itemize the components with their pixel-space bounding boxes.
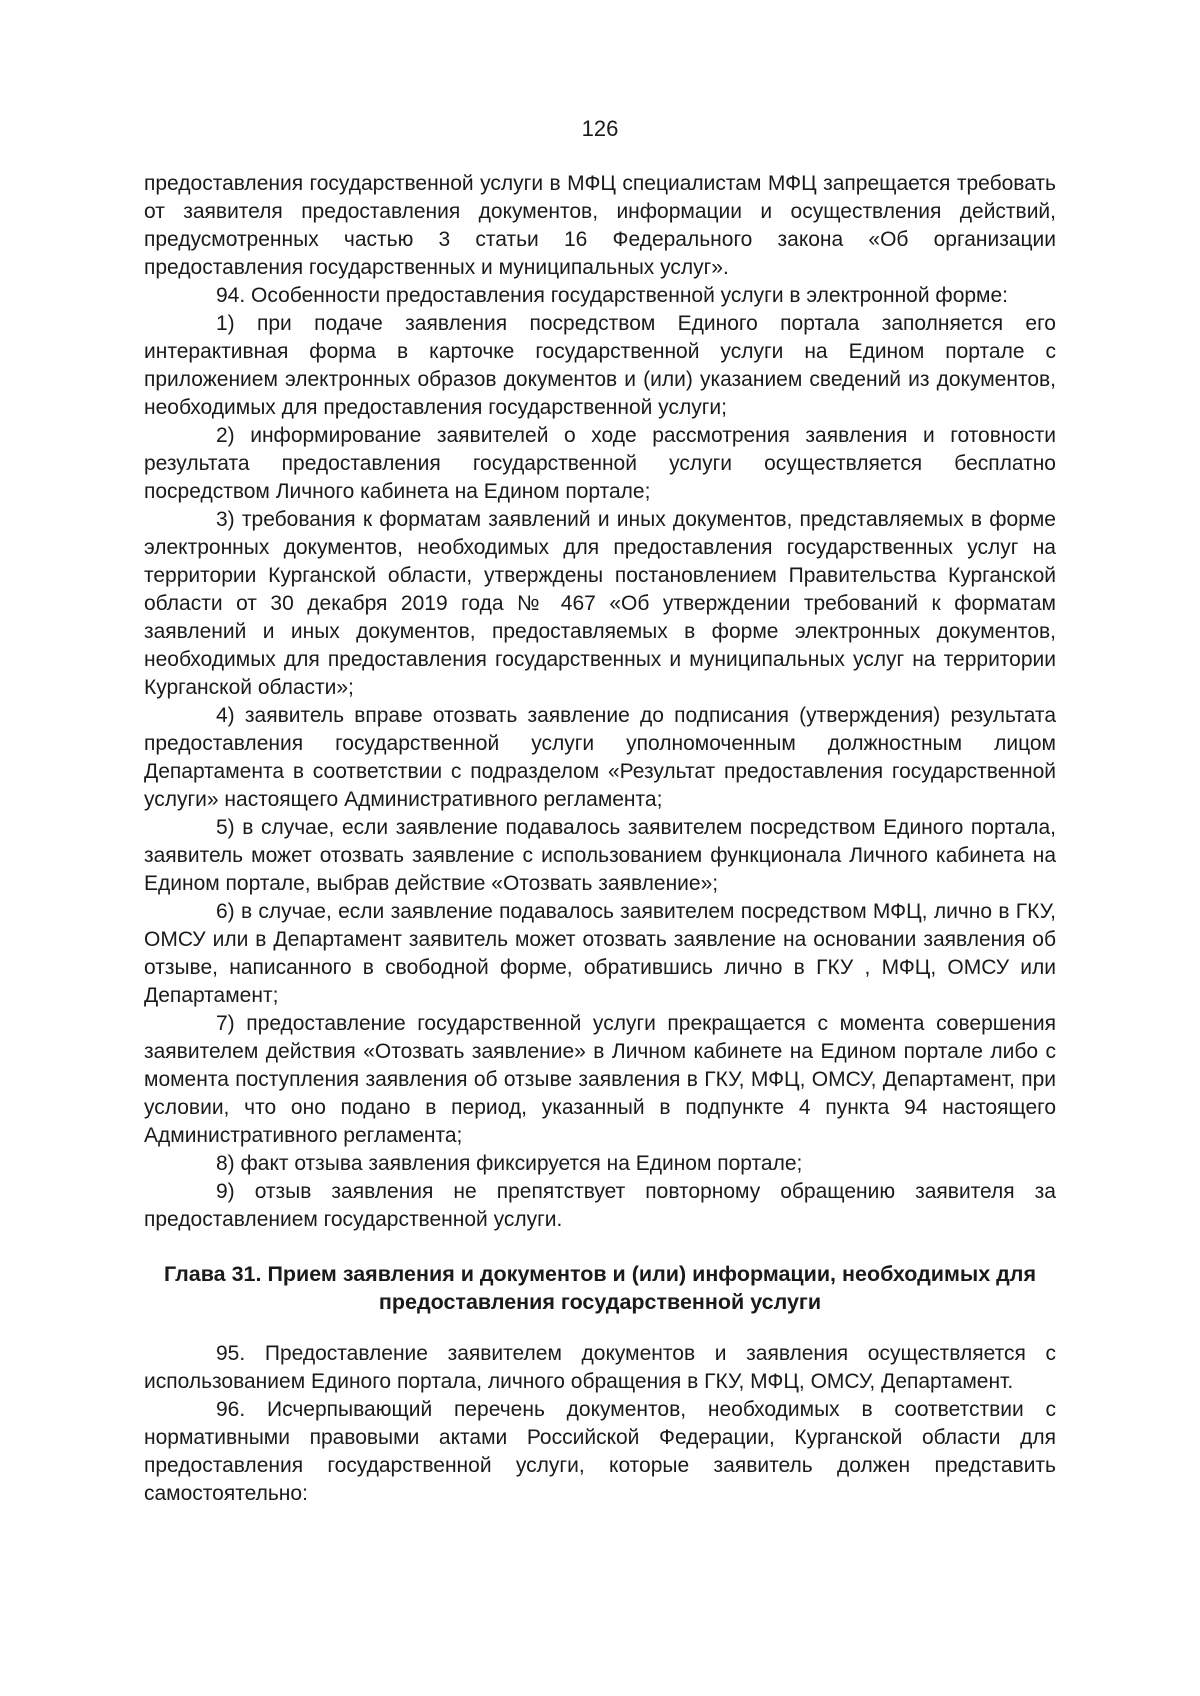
paragraph: 95. Предоставление заявителем документов и заявления осуществляется с использованием Единого портала, личного обращения в ГКУ, МФЦ, ОМСУ, Департамент. [144, 1342, 1056, 1393]
list-item: 5) в случае, если заявление подавалось заявителем посредством Единого портала, заявитель может отозвать заявление с использованием функционала Личного кабинета на Едином портале, выбрав действие «Отозвать заявление»; [144, 816, 1056, 895]
list-item: 3) требования к форматам заявлений и иных документов, представляемых в форме электронных документов, необходимых для предоставления государственных услуг на территории Курганской области, утверждены постановлением Правительства Курганской области от 30 декабря 2019 года № 467 «Об утверждении требований к форматам заявлений и иных документов, предоставляемых в форме электронных документов, необходимых для предоставления государственных и муниципальных услуг на территории Курганской области»; [144, 508, 1056, 699]
page-number: 126 [581, 116, 619, 141]
list-item: 9) отзыв заявления не препятствует повторному обращению заявителя за предоставлением государственной услуги. [144, 1180, 1056, 1231]
paragraph: 96. Исчерпывающий перечень документов, необходимых в соответствии с нормативными правовыми актами Российской Федерации, Курганской области для предоставления государственной услуги, которые заявитель должен представить самостоятельно: [144, 1398, 1056, 1505]
list-item: 7) предоставление государственной услуги прекращается с момента совершения заявителем действия «Отозвать заявление» в Личном кабинете на Едином портале либо с момента поступления заявления об отзыве заявления в ГКУ, МФЦ, ОМСУ, Департамент, при условии, что оно подано в период, указанный в подпункте 4 пункта 94 настоящего Административного регламента; [144, 1012, 1056, 1147]
paragraph: предоставления государственной услуги в МФЦ специалистам МФЦ запрещается требовать от заявителя предоставления документов, информации и осуществления действий, предусмотренных частью 3 статьи 16 Федерального закона «Об организации предоставления государственных и муниципальных услуг». [144, 172, 1056, 279]
list-item: 4) заявитель вправе отозвать заявление до подписания (утверждения) результата предоставления государственной услуги уполномоченным должностным лицом Департамента в соответствии с подразделом «Результат предоставления государственной услуги» настоящего Административного регламента; [144, 704, 1056, 811]
chapter-heading: Глава 31. Прием заявления и документов и (или) информации, необходимых для предоставления государственной услуги [164, 1262, 1036, 1314]
document-body [144, 170, 1056, 1508]
list-item: 6) в случае, если заявление подавалось заявителем посредством МФЦ, лично в ГКУ, ОМСУ или в Департамент заявитель может отозвать заявление на основании заявления об отзыве, написанного в свободной форме, обратившись лично в ГКУ , МФЦ, ОМСУ или Департамент; [144, 900, 1056, 1007]
section-after-heading [144, 1340, 1056, 1508]
section-before-heading [144, 170, 1056, 1234]
list-item: 1) при подаче заявления посредством Единого портала заполняется его интерактивная форма в карточке государственной услуги на Едином портале с приложением электронных образов документов и (или) указанием сведений из документов, необходимых для предоставления государственной услуги; [144, 312, 1056, 419]
list-item: 8) факт отзыва заявления фиксируется на Едином портале; [216, 1152, 803, 1175]
paragraph: 94. Особенности предоставления государственной услуги в электронной форме: [216, 284, 1009, 307]
list-item: 2) информирование заявителей о ходе рассмотрения заявления и готовности результата предоставления государственной услуги осуществляется бесплатно посредством Личного кабинета на Едином портале; [144, 424, 1056, 503]
